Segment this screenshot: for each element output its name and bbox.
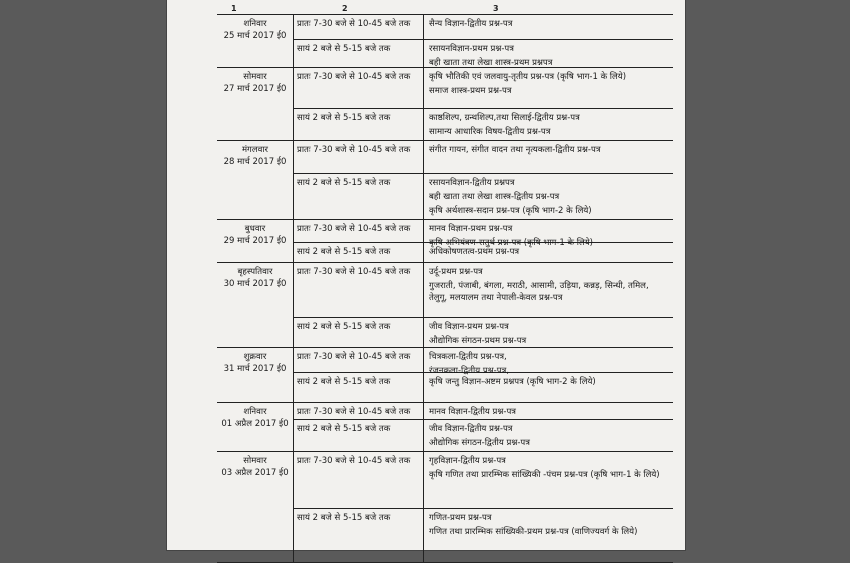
paper-list	[423, 68, 673, 102]
exam-date: 29 मार्च 2017 ई0	[223, 236, 287, 246]
day-cell	[217, 15, 293, 42]
session-time: सायं 2 बजे से 5-15 बजे तक	[297, 178, 391, 188]
paper-item: औद्योगिक संगठन-द्वितीय प्रश्न-पत्र	[429, 438, 530, 448]
session-row	[293, 348, 673, 376]
session-row	[293, 68, 673, 109]
column-header-2: 2	[342, 4, 348, 13]
paper-item: बही खाता तथा लेखा शास्त्र-द्वितीय प्रश्न-पत्र	[429, 192, 560, 202]
column-header-3: 3	[493, 4, 499, 13]
paper-item: समाज शास्त्र-प्रथम प्रश्न-पत्र	[429, 86, 512, 96]
session-time: प्रातः 7-30 बजे से 10-45 बजे तक	[297, 145, 411, 155]
day-block	[217, 141, 673, 220]
day-cell	[217, 452, 293, 479]
paper-item: मानव विज्ञान-प्रथम प्रश्न-पत्र	[429, 224, 513, 234]
day-block	[217, 220, 673, 263]
session-time: सायं 2 बजे से 5-15 बजे तक	[297, 113, 391, 123]
session-time: प्रातः 7-30 बजे से 10-45 बजे तक	[297, 267, 411, 277]
paper-list	[423, 263, 673, 309]
day-name: शनिवार	[243, 19, 267, 29]
session-row	[293, 40, 673, 68]
session-time: सायं 2 बजे से 5-15 बजे तक	[297, 322, 391, 332]
session-time: सायं 2 बजे से 5-15 बजे तक	[297, 377, 391, 387]
day-name: शुक्रवार	[243, 352, 267, 362]
paper-item: सैन्य विज्ञान-द्वितीय प्रश्न-पत्र	[429, 19, 513, 29]
paper-item: गणित तथा प्रारम्भिक सांख्यिकी-प्रथम प्रश्न-पत्र (वाणिज्यवर्ग के लिये)	[429, 527, 638, 537]
session-row	[293, 509, 673, 563]
paper-item: गृहविज्ञान-द्वितीय प्रश्न-पत्र	[429, 456, 506, 466]
paper-list	[423, 109, 673, 143]
paper-list	[423, 318, 673, 352]
session-time: सायं 2 बजे से 5-15 बजे तक	[297, 247, 391, 257]
day-name: सोमवार	[243, 72, 267, 82]
document-page	[167, 0, 685, 550]
day-cell	[217, 263, 293, 290]
paper-item: कृषि भौतिकी एवं जलवायु-तृतीय प्रश्न-पत्र (कृषि भाग-1 के लिये)	[429, 72, 627, 82]
session-row	[293, 174, 673, 220]
paper-item: उर्दू-प्रथम प्रश्न-पत्र	[429, 267, 483, 277]
paper-item: चित्रकला-द्वितीय प्रश्न-पत्र,	[429, 352, 507, 362]
session-row	[293, 420, 673, 452]
paper-item: कृषि अभियंत्रण-सतुर्थ प्रश्न-पत्र (कृषि भाग-1 के लिये)	[429, 238, 593, 248]
day-cell	[217, 141, 293, 168]
exam-date: 03 अप्रैल 2017 ई0	[221, 468, 289, 478]
day-block	[217, 452, 673, 563]
paper-item: रसायनविज्ञान-प्रथम प्रश्न-पत्र	[429, 44, 514, 54]
paper-item: रसायनविज्ञान-द्वितीय प्रश्नपत्र	[429, 178, 515, 188]
day-cell	[217, 348, 293, 375]
day-name: बृहस्पतिवार	[237, 267, 273, 277]
exam-date: 31 मार्च 2017 ई0	[223, 364, 287, 374]
paper-item: जीव विज्ञान-प्रथम प्रश्न-पत्र	[429, 322, 509, 332]
paper-item: औद्योगिक संगठन-प्रथम प्रश्न-पत्र	[429, 336, 527, 346]
day-block	[217, 68, 673, 141]
day-name: शनिवार	[243, 407, 267, 417]
session-row	[293, 243, 673, 263]
day-cell	[217, 68, 293, 95]
session-row	[293, 263, 673, 318]
session-row	[293, 109, 673, 141]
session-time: प्रातः 7-30 बजे से 10-45 बजे तक	[297, 352, 411, 362]
paper-item: जीव विज्ञान-द्वितीय प्रश्न-पत्र	[429, 424, 513, 434]
session-row	[293, 452, 673, 509]
day-cell	[217, 220, 293, 247]
paper-list	[423, 452, 673, 486]
paper-item: रंजनकला-द्वितीय प्रश्न-पत्र,	[429, 366, 509, 376]
session-time: सायं 2 बजे से 5-15 बजे तक	[297, 44, 391, 54]
exam-schedule-table	[217, 14, 673, 563]
exam-date: 25 मार्च 2017 ई0	[223, 31, 287, 41]
session-row	[293, 373, 673, 403]
session-row	[293, 141, 673, 174]
paper-list	[423, 509, 673, 543]
session-time: सायं 2 बजे से 5-15 बजे तक	[297, 513, 391, 523]
paper-item: कृषि गणित तथा प्रारम्भिक सांख्यिकी -पंचम प्रश्न-पत्र (कृषि भाग-1 के लिये)	[429, 470, 660, 480]
session-time: प्रातः 7-30 बजे से 10-45 बजे तक	[297, 407, 411, 417]
paper-list	[423, 174, 673, 222]
exam-date: 01 अप्रैल 2017 ई0	[221, 419, 289, 429]
day-block	[217, 403, 673, 452]
paper-list	[423, 243, 673, 263]
paper-item: बही खाता तथा लेखा शास्त्र-प्रथम प्रश्नपत्र	[429, 58, 553, 68]
day-name: सोमवार	[243, 456, 267, 466]
day-block	[217, 348, 673, 403]
day-block	[217, 263, 673, 348]
session-row	[293, 220, 673, 248]
paper-item: संगीत गायन, संगीत वादन तथा नृत्यकला-द्वितीय प्रश्न-पत्र	[429, 145, 601, 155]
session-row	[293, 403, 673, 420]
exam-date: 28 मार्च 2017 ई0	[223, 157, 287, 167]
exam-date: 27 मार्च 2017 ई0	[223, 84, 287, 94]
column-header-1: 1	[231, 4, 237, 13]
paper-item: काष्ठशिल्प, ग्रन्थशिल्प,तथा सिलाई-द्वितीय प्रश्न-पत्र	[429, 113, 580, 123]
session-row	[293, 318, 673, 348]
session-time: प्रातः 7-30 बजे से 10-45 बजे तक	[297, 224, 411, 234]
paper-item: गणित-प्रथम प्रश्न-पत्र	[429, 513, 492, 523]
session-time: सायं 2 बजे से 5-15 बजे तक	[297, 424, 391, 434]
paper-item: सामान्य आधारिक विषय-द्वितीय प्रश्न-पत्र	[429, 127, 551, 137]
day-name: मंगलवार	[241, 145, 269, 155]
paper-item: गुजराती, पंजाबी, बंगला, मराठी, आसामी, उड़िया, कन्नड़, सिन्धी, तमिल, तेलुगू, मलयालम तथा नेपाली-केवल प्रश्न-पत्र	[429, 281, 649, 303]
day-block	[217, 15, 673, 68]
paper-list	[423, 15, 673, 35]
exam-date: 30 मार्च 2017 ई0	[223, 279, 287, 289]
session-row	[293, 15, 673, 40]
paper-list	[423, 373, 673, 393]
day-name: बुधवार	[244, 224, 266, 234]
paper-item: मानव विज्ञान-द्वितीय प्रश्न-पत्र	[429, 407, 516, 417]
paper-item: अधिकोषणतत्व-प्रथम प्रश्न-पत्र	[429, 247, 520, 257]
paper-item: कृषि अर्थशास्त्र-सदान प्रश्न-पत्र (कृषि भाग-2 के लिये)	[429, 206, 592, 216]
session-time: प्रातः 7-30 बजे से 10-45 बजे तक	[297, 19, 411, 29]
paper-list	[423, 141, 673, 161]
day-cell	[217, 403, 293, 430]
paper-list	[423, 420, 673, 454]
paper-item: कृषि जन्तु विज्ञान-अष्टम प्रश्नपत्र (कृषि भाग-2 के लिये)	[429, 377, 596, 387]
session-time: प्रातः 7-30 बजे से 10-45 बजे तक	[297, 72, 411, 82]
session-time: प्रातः 7-30 बजे से 10-45 बजे तक	[297, 456, 411, 466]
